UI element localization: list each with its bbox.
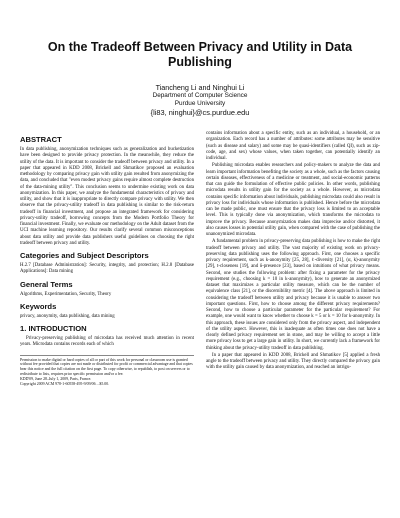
categories-text: H.2.7 [Database Administration]: Security, integrity, and protection; H.2.8 [Database Applications]: Data mining — [20, 263, 194, 275]
introduction-text: Privacy-preserving publishing of microdata has received much attention in recent years. Microdata contains records each of which — [20, 336, 194, 348]
left-column — [20, 131, 194, 387]
right-paragraph-2: Publishing microdata enables researchers and policy-makers to analyze the data and learn important information benefiting the society as a whole, such as the factors causing certain diseases, effectiveness of a medicine or treatment, and social-economic patterns that can guide the formulation of effective public policies. In other words, publishing microdata results in utility gain for the society as a whole. However, as microdata contains specific information about individuals, publishing microdata could also result in privacy loss for individuals whose information is published. Hence before the microdata can be made public, one must ensure that the privacy loss is limited to an acceptable level. This is typically done via anonymization, which transforms the microdata to improve the privacy. Because anonymization makes data imprecise and/or distorted, it also causes losses in potential utility gain, when compared with the case of publishing the unanonymized microdata. — [206, 163, 380, 237]
author-names: Tiancheng Li and Ninghui Li — [155, 83, 245, 92]
keywords-text: privacy, anonymity, data publishing, data mining — [20, 313, 115, 319]
terms-heading: General Terms — [20, 279, 73, 289]
paper-title: On the Tradeoff Between Privacy and Utility in Data Publishing — [47, 40, 353, 69]
keywords-heading: Keywords — [20, 301, 57, 311]
footnote-copyright: Copyright 2009 ACM 978-1-60558-495-9/09/06 ...$5.00. — [20, 382, 110, 387]
author-department: Department of Computer Science — [152, 92, 248, 99]
terms-text: Algorithms, Experimentation, Security, Theory — [20, 291, 112, 297]
abstract-text: In data publishing, anonymization techniques such as generalization and bucketization have been designed to provide privacy protection. In the meanwhile, they reduce the utility of the data. It is important to consider the tradeoff between privacy and utility. In a paper that appeared in KDD 2008, Brickell and Shmatikov proposed an evaluation methodology by comparing privacy gain with utility gain resulted from anonymizing the data, and concluded that "even modest privacy gains require almost complete destruction of the data-mining utility". This conclusion seems to undermine existing work on data anonymization. In this paper, we analyze the fundamental characteristics of privacy and utility, and show that it is inappropriate to directly compare privacy with utility. We then observe that the privacy-utility tradeoff in data publishing is similar to the risk-return tradeoff in financial investment, and propose an integrated framework for considering privacy-utility tradeoff, borrowing concepts from the Modern Portfolio Theory for financial investment. Finally, we evaluate our methodology on the Adult dataset from the UCI machine learning repository. Our results clarify several common misconceptions about data utility and provide data publishers useful guidelines on choosing the right tradeoff between privacy and utility. — [20, 147, 194, 246]
footnote-venue: KDD'09, June 28–July 1, 2009, Paris, France. — [20, 377, 92, 382]
permission-footnote — [20, 355, 194, 387]
right-paragraph-3: A fundamental problem in privacy-preserving data publishing is how to make the right tradeoff between privacy and utility. The vast majority of existing work on privacy-preserving data publishing uses the following approach. First, one chooses a specific privacy requirement, such as k-anonymity [25, 28], ℓ-diversity [21], (α, k)-anonymity [29], t-closeness [19], and δ-presence [23], based on intuitions of what privacy means. Second, one studies the following problem: after fixing a parameter for the privacy requirement (e.g., choosing k = 10 in k-anonymity), how to generate an anonymized dataset that maximizes a particular utility measure, which can be the number of equivalence class [21], or the discernibility metric [4]. The above approach is limited in considering the tradeoff between utility and privacy because it is unable to answer two important questions. First, how to choose among the different privacy requirements? Second, how to choose a particular parameter for the particular requirement? For example, one would want to know whether to choose k = 5 or k = 10 for k-anonymity. In this approach, these issues are considered only from the privacy aspect, and independent of the utility aspect. However, this is inadequate as often times one does not have a clearly defined privacy requirement set in stone, and may be willing to accept a little more privacy loss to get a large gain in utility. In short, we currently lack a framework for thinking about the privacy-utility tradeoff in data publishing. — [206, 239, 380, 351]
right-paragraph-4: In a paper that appeared in KDD 2008, Brickell and Shmatikov [5] applied a fresh angle to the tradeoff between privacy and utility. They directly compared the privacy gain with the utility gain caused by data anonymization, and reached an intrigu- — [206, 352, 380, 371]
author-email: {li83, ninghui}@cs.purdue.edu — [150, 108, 250, 117]
author-block — [20, 83, 380, 117]
right-paragraph-1: contains information about a specific entity, such as an individual, a household, or an organization. Each record has a number of attributes: some attributes may be sensitive (such as disease and salary) and some may be quasi-identifiers (called QI), such as zip-code, age, and sex) whose values, when taken together, can potentially identify an individual. — [206, 131, 380, 161]
categories-heading: Categories and Subject Descriptors — [20, 251, 149, 260]
body-columns — [20, 131, 380, 387]
right-column — [206, 131, 380, 387]
abstract-heading: ABSTRACT — [20, 135, 62, 144]
author-university: Purdue University — [174, 100, 226, 107]
introduction-heading: 1. INTRODUCTION — [20, 324, 87, 333]
footnote-permission: Permission to make digital or hard copies of all or part of this work for personal or classroom use is granted without fee provided that copies are not made or distributed for profit or commercial advantage and that copies bear this notice and the full citation on the first page. To copy otherwise, to republish, to post on servers or to redistribute to lists, requires prior specific permission and/or a fee. — [20, 357, 193, 377]
